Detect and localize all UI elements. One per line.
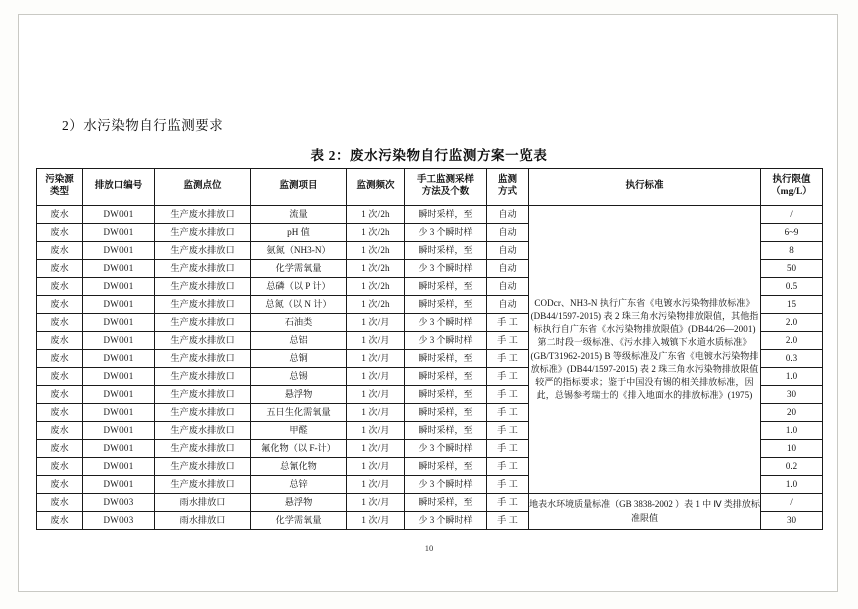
cell-monitor-point: 生产废水排放口 — [155, 332, 251, 350]
header-monitor-point — [155, 169, 251, 206]
cell-outlet-code: DW001 — [83, 314, 155, 332]
cell-monitor-point: 生产废水排放口 — [155, 422, 251, 440]
cell-execution-standard-main: CODcr、NH3-N 执行广东省《电镀水污染物排放标准》(DB44/1597-2015) 表 2 珠三角水污染物排放限值，其他指标执行自广东省《水污染物排放限值》(DB44/26—2001) 第二时段一级标准、《污水排入城镇下水道水质标准》(GB/T31962-2015) B 等级标准及广东省《电镀水污染物排放标准》(DB44/1597-2015) 表 2 珠三角水污染物排放限值较严的指标要求；鉴于中国没有锡的相关排放标准，因此，总锡参考瑞士的《排入地面水的排放标准》(1975) — [529, 206, 761, 494]
cell-monitor-item: 总锡 — [251, 368, 347, 386]
cell-outlet-code: DW001 — [83, 242, 155, 260]
header-source-type — [37, 169, 83, 206]
cell-outlet-code: DW001 — [83, 296, 155, 314]
table-body — [37, 206, 823, 530]
cell-outlet-code: DW001 — [83, 440, 155, 458]
cell-monitor-point: 生产废水排放口 — [155, 458, 251, 476]
header-manual-sampling-line2: 方法及个数 — [421, 187, 470, 197]
cell-monitor-item: 悬浮物 — [251, 386, 347, 404]
header-outlet-code — [83, 169, 155, 206]
cell-sampling-method: 瞬时采样，至 — [405, 494, 487, 512]
cell-monitor-mode: 手 工 — [487, 440, 529, 458]
cell-monitor-mode: 自动 — [487, 260, 529, 278]
cell-sampling-method: 瞬时采样，至 — [405, 206, 487, 224]
cell-monitor-point: 雨水排放口 — [155, 494, 251, 512]
cell-source-type: 废水 — [37, 512, 83, 530]
cell-execution-limit: 1.0 — [761, 422, 823, 440]
cell-monitor-point: 生产废水排放口 — [155, 440, 251, 458]
header-source-type-line1: 污染源 — [45, 175, 74, 186]
cell-source-type: 废水 — [37, 440, 83, 458]
cell-sampling-method: 瞬时采样，至 — [405, 386, 487, 404]
header-monitor-mode-line1: 监测 — [497, 175, 517, 186]
cell-monitor-frequency: 1 次/月 — [347, 476, 405, 494]
table-row — [37, 206, 823, 224]
cell-monitor-mode: 手 工 — [487, 350, 529, 368]
cell-source-type: 废水 — [37, 314, 83, 332]
cell-sampling-method: 瞬时采样，至 — [405, 422, 487, 440]
cell-monitor-point: 生产废水排放口 — [155, 368, 251, 386]
cell-sampling-method: 少 3 个瞬时样 — [405, 260, 487, 278]
cell-monitor-item: 总锌 — [251, 476, 347, 494]
header-execution-limit-line2: （mg/L） — [771, 187, 812, 197]
header-execution-standard — [529, 169, 761, 206]
cell-source-type: 废水 — [37, 260, 83, 278]
cell-sampling-method: 少 3 个瞬时样 — [405, 440, 487, 458]
cell-outlet-code: DW001 — [83, 260, 155, 278]
cell-sampling-method: 少 3 个瞬时样 — [405, 512, 487, 530]
cell-execution-limit: 20 — [761, 404, 823, 422]
cell-monitor-frequency: 1 次/2h — [347, 278, 405, 296]
cell-monitor-mode: 手 工 — [487, 332, 529, 350]
cell-execution-limit: 0.5 — [761, 278, 823, 296]
cell-outlet-code: DW001 — [83, 350, 155, 368]
cell-source-type: 废水 — [37, 332, 83, 350]
header-outlet-code-line1: 排放口编号 — [94, 181, 143, 192]
cell-monitor-point: 生产废水排放口 — [155, 404, 251, 422]
cell-execution-limit: 2.0 — [761, 314, 823, 332]
cell-outlet-code: DW001 — [83, 458, 155, 476]
cell-monitor-item: 化学需氧量 — [251, 512, 347, 530]
cell-execution-limit: 30 — [761, 512, 823, 530]
cell-outlet-code: DW001 — [83, 404, 155, 422]
cell-monitor-frequency: 1 次/月 — [347, 440, 405, 458]
wastewater-monitoring-table — [36, 168, 823, 530]
cell-source-type: 废水 — [37, 458, 83, 476]
cell-monitor-mode: 自动 — [487, 224, 529, 242]
cell-source-type: 废水 — [37, 296, 83, 314]
cell-source-type: 废水 — [37, 242, 83, 260]
cell-monitor-frequency: 1 次/月 — [347, 512, 405, 530]
cell-execution-limit: 0.3 — [761, 350, 823, 368]
header-manual-sampling-method — [405, 169, 487, 206]
header-execution-limit — [761, 169, 823, 206]
cell-monitor-point: 生产废水排放口 — [155, 476, 251, 494]
cell-outlet-code: DW001 — [83, 476, 155, 494]
cell-monitor-item: 总氮（以 N 计） — [251, 296, 347, 314]
cell-source-type: 废水 — [37, 476, 83, 494]
table-header-row — [37, 169, 823, 206]
cell-monitor-frequency: 1 次/月 — [347, 422, 405, 440]
cell-source-type: 废水 — [37, 422, 83, 440]
table-title: 表 2：废水污染物自行监测方案一览表 — [310, 148, 548, 163]
header-execution-limit-line1: 执行限值 — [772, 175, 811, 186]
cell-monitor-mode: 自动 — [487, 278, 529, 296]
cell-monitor-item: pH 值 — [251, 224, 347, 242]
cell-monitor-item: 总铜 — [251, 350, 347, 368]
cell-outlet-code: DW001 — [83, 332, 155, 350]
cell-monitor-frequency: 1 次/月 — [347, 332, 405, 350]
cell-execution-limit: 1.0 — [761, 368, 823, 386]
header-manual-sampling-line1: 手工监测采样 — [416, 175, 474, 186]
cell-execution-limit: 0.2 — [761, 458, 823, 476]
cell-monitor-mode: 手 工 — [487, 404, 529, 422]
cell-outlet-code: DW001 — [83, 206, 155, 224]
cell-outlet-code: DW001 — [83, 368, 155, 386]
cell-sampling-method: 瞬时采样，至 — [405, 404, 487, 422]
cell-monitor-frequency: 1 次/月 — [347, 314, 405, 332]
cell-monitor-mode: 自动 — [487, 206, 529, 224]
cell-monitor-mode: 手 工 — [487, 386, 529, 404]
cell-source-type: 废水 — [37, 386, 83, 404]
cell-monitor-frequency: 1 次/月 — [347, 404, 405, 422]
cell-execution-standard-rain: 地表水环境质量标准（GB 3838-2002 ）表 1 中 Ⅳ 类排放标准限值 — [529, 494, 761, 530]
cell-monitor-frequency: 1 次/2h — [347, 296, 405, 314]
cell-monitor-point: 生产废水排放口 — [155, 278, 251, 296]
cell-monitor-item: 氨氮（NH3-N） — [251, 242, 347, 260]
cell-source-type: 废水 — [37, 350, 83, 368]
cell-execution-limit: 50 — [761, 260, 823, 278]
cell-monitor-item: 甲醛 — [251, 422, 347, 440]
cell-execution-limit: 30 — [761, 386, 823, 404]
cell-monitor-item: 总氰化物 — [251, 458, 347, 476]
cell-source-type: 废水 — [37, 368, 83, 386]
cell-outlet-code: DW001 — [83, 386, 155, 404]
page-number: 10 — [424, 543, 434, 553]
cell-sampling-method: 瞬时采样，至 — [405, 296, 487, 314]
cell-execution-limit: 10 — [761, 440, 823, 458]
cell-execution-limit: 6~9 — [761, 224, 823, 242]
cell-source-type: 废水 — [37, 278, 83, 296]
cell-monitor-point: 生产废水排放口 — [155, 242, 251, 260]
cell-monitor-point: 生产废水排放口 — [155, 260, 251, 278]
cell-monitor-mode: 自动 — [487, 242, 529, 260]
cell-monitor-mode: 手 工 — [487, 368, 529, 386]
header-monitor-frequency — [347, 169, 405, 206]
cell-monitor-point: 生产废水排放口 — [155, 224, 251, 242]
cell-monitor-frequency: 1 次/月 — [347, 494, 405, 512]
cell-monitor-frequency: 1 次/月 — [347, 458, 405, 476]
cell-monitor-frequency: 1 次/2h — [347, 260, 405, 278]
cell-source-type: 废水 — [37, 404, 83, 422]
header-execution-standard-line1: 执行标准 — [625, 181, 664, 192]
cell-sampling-method: 少 3 个瞬时样 — [405, 476, 487, 494]
cell-monitor-item: 悬浮物 — [251, 494, 347, 512]
cell-outlet-code: DW003 — [83, 494, 155, 512]
cell-monitor-frequency: 1 次/2h — [347, 206, 405, 224]
table-row — [37, 494, 823, 512]
cell-source-type: 废水 — [37, 494, 83, 512]
cell-sampling-method: 少 3 个瞬时样 — [405, 332, 487, 350]
cell-monitor-mode: 手 工 — [487, 314, 529, 332]
cell-sampling-method: 瞬时采样，至 — [405, 278, 487, 296]
cell-sampling-method: 少 3 个瞬时样 — [405, 314, 487, 332]
header-monitor-item — [251, 169, 347, 206]
cell-execution-limit: 1.0 — [761, 476, 823, 494]
cell-monitor-mode: 手 工 — [487, 422, 529, 440]
cell-monitor-mode: 手 工 — [487, 494, 529, 512]
cell-monitor-point: 生产废水排放口 — [155, 386, 251, 404]
cell-monitor-mode: 手 工 — [487, 512, 529, 530]
cell-monitor-mode: 手 工 — [487, 476, 529, 494]
cell-monitor-frequency: 1 次/月 — [347, 368, 405, 386]
cell-monitor-item: 总铝 — [251, 332, 347, 350]
cell-execution-limit: 8 — [761, 242, 823, 260]
cell-monitor-mode: 手 工 — [487, 458, 529, 476]
cell-outlet-code: DW001 — [83, 224, 155, 242]
cell-sampling-method: 瞬时采样，至 — [405, 350, 487, 368]
cell-sampling-method: 瞬时采样，至 — [405, 458, 487, 476]
header-monitor-mode-line2: 方式 — [497, 187, 517, 197]
cell-monitor-point: 生产废水排放口 — [155, 206, 251, 224]
cell-sampling-method: 瞬时采样，至 — [405, 368, 487, 386]
cell-monitor-item: 石油类 — [251, 314, 347, 332]
cell-execution-limit: 2.0 — [761, 332, 823, 350]
cell-monitor-point: 生产废水排放口 — [155, 350, 251, 368]
cell-execution-limit: / — [761, 494, 823, 512]
cell-monitor-point: 生产废水排放口 — [155, 296, 251, 314]
cell-monitor-frequency: 1 次/2h — [347, 242, 405, 260]
cell-monitor-item: 化学需氧量 — [251, 260, 347, 278]
cell-monitor-item: 总磷（以 P 计） — [251, 278, 347, 296]
cell-monitor-frequency: 1 次/月 — [347, 350, 405, 368]
header-monitor-frequency-line1: 监测频次 — [356, 181, 395, 192]
cell-execution-limit: 15 — [761, 296, 823, 314]
header-monitor-item-line1: 监测项目 — [279, 181, 318, 192]
header-monitor-point-line1: 监测点位 — [183, 181, 222, 192]
section-heading: 2）水污染物自行监测要求 — [62, 118, 224, 133]
cell-outlet-code: DW001 — [83, 278, 155, 296]
cell-monitor-item: 氟化物（以 F-计） — [251, 440, 347, 458]
cell-monitor-item: 流量 — [251, 206, 347, 224]
cell-sampling-method: 少 3 个瞬时样 — [405, 224, 487, 242]
header-monitor-mode — [487, 169, 529, 206]
cell-monitor-frequency: 1 次/2h — [347, 224, 405, 242]
cell-monitor-frequency: 1 次/月 — [347, 386, 405, 404]
cell-source-type: 废水 — [37, 224, 83, 242]
cell-execution-limit: / — [761, 206, 823, 224]
cell-monitor-point: 生产废水排放口 — [155, 314, 251, 332]
cell-outlet-code: DW003 — [83, 512, 155, 530]
cell-source-type: 废水 — [37, 206, 83, 224]
cell-sampling-method: 瞬时采样，至 — [405, 242, 487, 260]
cell-monitor-point: 雨水排放口 — [155, 512, 251, 530]
cell-monitor-item: 五日生化需氧量 — [251, 404, 347, 422]
cell-outlet-code: DW001 — [83, 422, 155, 440]
cell-monitor-mode: 自动 — [487, 296, 529, 314]
header-source-type-line2: 类型 — [49, 187, 69, 197]
